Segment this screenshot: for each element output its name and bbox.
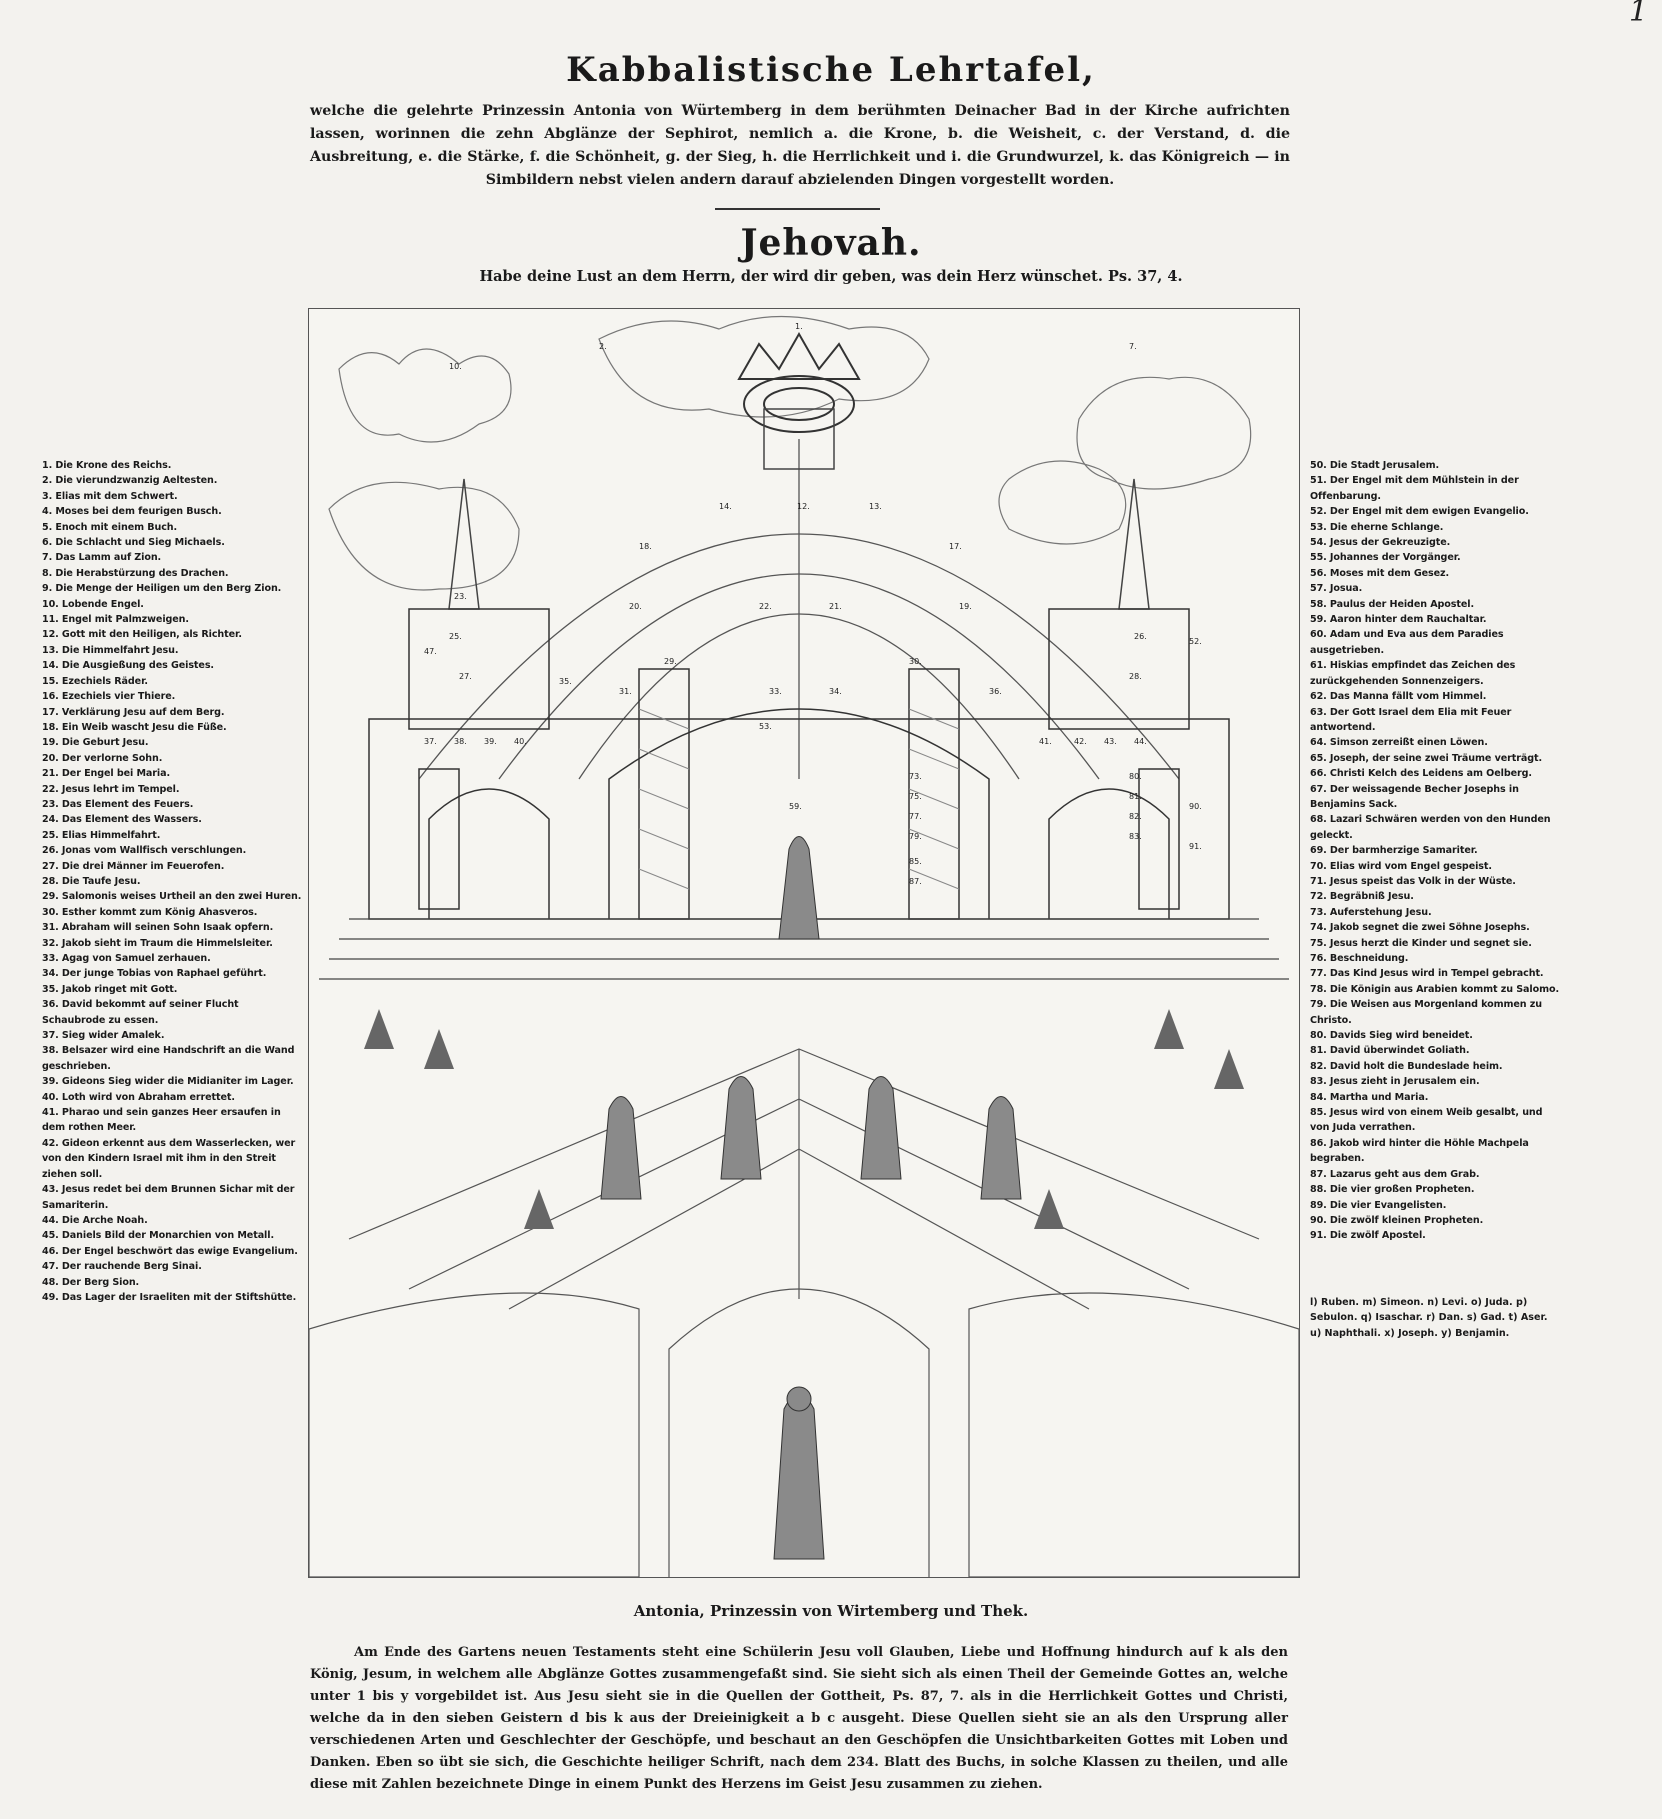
figure-pilgrim <box>774 1394 824 1559</box>
legend-entry: 1. Die Krone des Reichs. <box>42 460 172 471</box>
legend-entry: 66. Christi Kelch des Leidens am Oelberg. <box>1310 768 1532 780</box>
legend-entry: 85. Jesus wird von einem Weib gesalbt, und von Juda verrathen. <box>1310 1107 1543 1134</box>
legend-entry: 52. Der Engel mit dem ewigen Evangelio. <box>1310 506 1529 518</box>
legend-entry: 48. Der Berg Sion. <box>42 1276 140 1288</box>
legend-entry: 82. David holt die Bundeslade heim. <box>1310 1060 1503 1072</box>
legend-entry: 13. Die Himmelfahrt Jesu. <box>42 644 179 656</box>
engraving-number-label: 59. <box>789 802 802 811</box>
obelisk-right <box>1119 479 1149 609</box>
legend-entry: 44. Die Arche Noah. <box>42 1214 148 1226</box>
engraving-number-label: 79. <box>909 832 922 841</box>
figure-antonia <box>779 837 819 940</box>
body-paragraph: Am Ende des Gartens neuen Testaments steht eine Schülerin Jesu voll Glauben, Liebe und Hoffnung hindurch auf k als den König, Jesum, in welchem alle Abglänze Gottes zusammengefaßt sind. Sie sieht sich als einen Theil der Gemeinde Gottes an, welche unter 1 bis y vorgebildet ist. Aus Jesu sieht sie in die Quellen der Gottheit, Ps. 87, 7. als in die Herrlichkeit Gottes und Christi, welche da in den sieben Geistern d bis k aus der Dreieinigkeit a b c ausgeht. Diese Quellen sieht sie an als den Ursprung aller verschiedenen Arten und Geschlechter der Geschöpfe, und beschaut an den Geschöpfen die Unsichtbarkeiten Gottes mit Loben und Danken. Eben so übt sie sich, die Geschichte heiliger Schrift, nach dem 234. Blatt des Buchs, in solche Klassen zu theilen, und alle diese mit Zahlen bezeichnete Dinge in einem Punkt des Herzens im Geist Jesu zusammen zu ziehen. <box>310 1645 1288 1792</box>
legend-entry: 76. Beschneidung. <box>1310 953 1409 964</box>
tree <box>1034 1189 1064 1229</box>
legend-entry: 24. Das Element des Wassers. <box>42 814 202 826</box>
obelisk-left <box>449 479 479 609</box>
legend-entry: 55. Johannes der Vorgänger. <box>1310 552 1461 564</box>
cloud-top-right <box>1077 377 1251 489</box>
engraving-number-label: 10. <box>449 362 462 371</box>
legend-entry: 83. Jesus zieht in Jerusalem ein. <box>1310 1076 1480 1088</box>
legend-entry: 80. Davids Sieg wird beneidet. <box>1310 1030 1473 1042</box>
legend-entry: 71. Jesus speist das Volk in der Wüste. <box>1310 875 1516 887</box>
engraving-number-label: 18. <box>639 542 652 551</box>
legend-entry: 43. Jesus redet bei dem Brunnen Sichar mit der Samariterin. <box>42 1184 295 1211</box>
engraving-number-label: 47. <box>424 647 437 656</box>
legend-entry: 65. Joseph, der seine zwei Träume verträgt. <box>1310 752 1543 764</box>
engraving-number-label: 19. <box>959 602 972 611</box>
legend-entry: 68. Lazari Schwären werden von den Hunden geleckt. <box>1310 814 1551 841</box>
engraving-number-label: 80. <box>1129 772 1142 781</box>
engraving-number-label: 90. <box>1189 802 1202 811</box>
engraving-number-label: 35. <box>559 677 572 686</box>
title-divider <box>715 208 880 210</box>
legend-entry: 27. Die drei Männer im Feuerofen. <box>42 860 225 872</box>
legend-entry: 42. Gideon erkennt aus dem Wasserlecken, wer von den Kindern Israel mit ihm in den Streit ziehen soll. <box>42 1137 296 1180</box>
legend-entry: 81. David überwindet Goliath. <box>1310 1045 1470 1057</box>
legend-entry: 41. Pharao und sein ganzes Heer ersaufen in dem rothen Meer. <box>42 1107 281 1134</box>
engraving-number-label: 39. <box>484 737 497 746</box>
engraving-number-label: 43. <box>1104 737 1117 746</box>
legend-entry: 18. Ein Weib wascht Jesu die Füße. <box>42 721 227 733</box>
legend-entry: 35. Jakob ringet mit Gott. <box>42 983 178 995</box>
legend-entry: 79. Die Weisen aus Morgenland kommen zu Christo. <box>1310 999 1542 1026</box>
engraving-number-label: 75. <box>909 792 922 801</box>
legend-entry: 74. Jakob segnet die zwei Söhne Josephs. <box>1310 922 1530 934</box>
engraving-number-label: 52. <box>1189 637 1202 646</box>
legend-entry: 62. Das Manna fällt vom Himmel. <box>1310 691 1487 703</box>
engraving-number-label: 44. <box>1134 737 1147 746</box>
engraving-number-label: 34. <box>829 687 842 696</box>
legend-right <box>1310 458 1562 1244</box>
figure-pilgrim-head <box>787 1387 811 1411</box>
engraving-number-label: 23. <box>454 592 467 601</box>
legend-entry: 22. Jesus lehrt im Tempel. <box>42 783 180 795</box>
legend-entry: 39. Gideons Sieg wider die Midianiter im Lager. <box>42 1076 294 1088</box>
engraving-number-label: 83. <box>1129 832 1142 841</box>
legend-entry: 3. Elias mit dem Schwert. <box>42 490 178 502</box>
illustration-caption: Antonia, Prinzessin von Wirtemberg und Thek. <box>633 1602 1029 1620</box>
legend-entry: 54. Jesus der Gekreuzigte. <box>1310 537 1451 549</box>
legend-entry: 31. Abraham will seinen Sohn Isaak opfern. <box>42 922 274 934</box>
cloud-top-left <box>339 349 511 442</box>
engraving-number-label: 40. <box>514 737 527 746</box>
engraving-number-label: 81. <box>1129 792 1142 801</box>
legend-entry: 47. Der rauchende Berg Sinai. <box>42 1261 202 1273</box>
legend-entry: 34. Der junge Tobias von Raphael geführt. <box>42 968 267 980</box>
tree <box>524 1189 554 1229</box>
legend-entry: 29. Salomonis weises Urtheil an den zwei Huren. <box>42 891 302 903</box>
legend-entry: 53. Die eherne Schlange. <box>1310 521 1444 533</box>
column-left <box>639 669 689 919</box>
page-subtitle: welche die gelehrte Prinzessin Antonia von Würtemberg in dem berühmten Deinacher Bad in der Kirche aufrichten lassen, worinnen die zehn Abglänze der Sephirot, nemlich a. die Krone, b. die Weisheit, c. der Verstand, d. die Ausbreitung, e. die Stärke, f. die Schönheit, g. der Sieg, h. die Herrlichkeit und i. die Grundwurzel, k. das Königreich — in Simbildern nebst vielen andern darauf abzielenden Dingen vorgestellt worden. <box>310 103 1290 188</box>
engraving-number-label: 36. <box>989 687 1002 696</box>
engraving-number-label: 17. <box>949 542 962 551</box>
legend-entry: 6. Die Schlacht und Sieg Michaels. <box>42 537 225 549</box>
legend-entry: 20. Der verlorne Sohn. <box>42 752 163 764</box>
legend-entry: 11. Engel mit Palmzweigen. <box>42 614 189 626</box>
engraving-number-label: 73. <box>909 772 922 781</box>
engraving-number-label: 1. <box>795 322 803 331</box>
engraving-number-label: 33. <box>769 687 782 696</box>
legend-entry: 58. Paulus der Heiden Apostel. <box>1310 598 1475 610</box>
engraving-number-label: 30. <box>909 657 922 666</box>
legend-entry: 57. Josua. <box>1310 583 1363 595</box>
engraving-number-label: 22. <box>759 602 772 611</box>
right-arch <box>1049 789 1169 919</box>
legend-entry: 23. Das Element des Feuers. <box>42 798 194 810</box>
engraving-number-label: 37. <box>424 737 437 746</box>
legend-entry: 56. Moses mit dem Gesez. <box>1310 567 1450 579</box>
legend-entry: 9. Die Menge der Heiligen um den Berg Zion. <box>42 583 282 595</box>
legend-entry: 78. Die Königin aus Arabien kommt zu Salomo. <box>1310 983 1560 995</box>
engraving-number-label: 38. <box>454 737 467 746</box>
legend-entry: 30. Esther kommt zum König Ahasveros. <box>42 906 258 918</box>
legend-entry: 86. Jakob wird hinter die Höhle Machpela begraben. <box>1310 1137 1529 1165</box>
legend-entry: 69. Der barmherzige Samariter. <box>1310 845 1478 857</box>
legend-entry: 70. Elias wird vom Engel gespeist. <box>1310 860 1492 872</box>
engraving-number-label: 29. <box>664 657 677 666</box>
legend-entry: 77. Das Kind Jesus wird in Tempel gebracht. <box>1310 968 1544 980</box>
legend-entry: 63. Der Gott Israel dem Elia mit Feuer antwortend. <box>1310 706 1512 733</box>
engraving-number-label: 77. <box>909 812 922 821</box>
legend-entry: 88. Die vier großen Propheten. <box>1310 1184 1475 1196</box>
engraving-number-label: 2. <box>599 342 607 351</box>
legend-entry: 12. Gott mit den Heiligen, als Richter. <box>42 629 242 641</box>
pillar-panel-right <box>1139 769 1179 909</box>
engraving-number-label: 21. <box>829 602 842 611</box>
engraving-illustration <box>308 308 1300 1578</box>
engraving-number-label: 85. <box>909 857 922 866</box>
figure-tribe <box>601 1097 641 1200</box>
legend-entry: 87. Lazarus geht aus dem Grab. <box>1310 1168 1480 1180</box>
engraving-number-label: 7. <box>1129 342 1137 351</box>
legend-entry: 16. Ezechiels vier Thiere. <box>42 691 176 703</box>
legend-entry: 49. Das Lager der Israeliten mit der Stiftshütte. <box>42 1291 297 1303</box>
legend-entry: 50. Die Stadt Jerusalem. <box>1310 460 1440 471</box>
engraving-number-label: 53. <box>759 722 772 731</box>
building-right-wing <box>1049 609 1189 729</box>
legend-entry: 25. Elias Himmelfahrt. <box>42 829 161 841</box>
legend-entry: 21. Der Engel bei Maria. <box>42 768 171 780</box>
legend-entry: 15. Ezechiels Räder. <box>42 675 148 687</box>
motto-verse: Habe deine Lust an dem Herrn, der wird dir geben, was dein Herz wünschet. Ps. 37, 4. <box>479 268 1183 285</box>
figure-tribe <box>981 1097 1021 1200</box>
legend-entry: 32. Jakob sieht im Traum die Himmelsleiter. <box>42 937 273 949</box>
legend-entry: 36. David bekommt auf seiner Flucht Schaubrode zu essen. <box>42 999 239 1026</box>
legend-entry: 10. Lobende Engel. <box>42 598 144 610</box>
engraving-number-label: 12. <box>797 502 810 511</box>
legend-entry: 37. Sieg wider Amalek. <box>42 1030 165 1042</box>
legend-entry: 59. Aaron hinter dem Rauchaltar. <box>1310 614 1487 626</box>
legend-entry: 7. Das Lamm auf Zion. <box>42 552 162 564</box>
tree <box>1214 1049 1244 1089</box>
legend-entry: 60. Adam und Eva aus dem Paradies ausgetrieben. <box>1310 629 1504 656</box>
legend-entry: 8. Die Herabstürzung des Drachen. <box>42 567 229 579</box>
legend-entry: 67. Der weissagende Becher Josephs in Benjamins Sack. <box>1310 783 1519 810</box>
legend-entry: 46. Der Engel beschwört das ewige Evangelium. <box>42 1245 298 1257</box>
engraving-number-label: 25. <box>449 632 462 641</box>
legend-entry: 40. Loth wird von Abraham errettet. <box>42 1091 235 1103</box>
tree <box>1154 1009 1184 1049</box>
pillar-panel-left <box>419 769 459 909</box>
legend-entry: 61. Hiskias empfindet das Zeichen des zurückgehenden Sonnenzeigers. <box>1310 660 1516 687</box>
engraving-number-label: 20. <box>629 602 642 611</box>
legend-entry: 75. Jesus herzt die Kinder und segnet sie. <box>1310 937 1532 949</box>
legend-entry: 5. Enoch mit einem Buch. <box>42 521 178 533</box>
engraving-number-label: 87. <box>909 877 922 886</box>
legend-entry: 89. Die vier Evangelisten. <box>1310 1199 1447 1211</box>
legend-entry: 84. Martha und Maria. <box>1310 1091 1429 1103</box>
legend-entry: 17. Verklärung Jesu auf dem Berg. <box>42 706 225 718</box>
page-number: 1 <box>1628 0 1648 29</box>
engraving-number-label: 14. <box>719 502 732 511</box>
tribes-legend: l) Ruben. m) Simeon. n) Levi. o) Juda. p) Sebulon. q) Isaschar. r) Dan. s) Gad. t) Aser. u) Naphthali. x) Joseph. y) Benjamin. <box>1310 1297 1548 1339</box>
legend-entry: 51. Der Engel mit dem Mühlstein in der Offenbarung. <box>1310 475 1519 502</box>
legend-entry: 45. Daniels Bild der Monarchien von Metall. <box>42 1230 274 1242</box>
legend-entry: 73. Auferstehung Jesu. <box>1310 906 1432 918</box>
section-heading: Jehovah. <box>740 222 922 264</box>
figure-tribe <box>861 1077 901 1180</box>
legend-entry: 4. Moses bei dem feurigen Busch. <box>42 506 222 518</box>
legend-entry: 38. Belsazer wird eine Handschrift an die Wand geschrieben. <box>42 1045 295 1072</box>
engraving-number-label: 82. <box>1129 812 1142 821</box>
legend-entry: 28. Die Taufe Jesu. <box>42 875 141 887</box>
legend-entry: 72. Begräbniß Jesu. <box>1310 891 1414 903</box>
tree <box>424 1029 454 1069</box>
legend-entry: 2. Die vierundzwanzig Aeltesten. <box>42 475 218 487</box>
engraving-number-label: 27. <box>459 672 472 681</box>
legend-left <box>42 458 302 1305</box>
engraving-number-label: 26. <box>1134 632 1147 641</box>
legend-entry: 64. Simson zerreißt einen Löwen. <box>1310 737 1488 749</box>
garden-paths <box>349 1049 1259 1309</box>
page-title: Kabbalistische Lehrtafel, <box>566 50 1096 90</box>
left-arch <box>429 789 549 919</box>
engraving-drawing <box>309 309 1299 1577</box>
figure-tribe <box>721 1077 761 1180</box>
legend-entry: 91. Die zwölf Apostel. <box>1310 1230 1426 1242</box>
engraving-number-label: 13. <box>869 502 882 511</box>
legend-entry: 26. Jonas vom Wallfisch verschlungen. <box>42 845 247 857</box>
engraving-number-label: 41. <box>1039 737 1052 746</box>
cloud-right <box>999 461 1126 544</box>
engraving-number-label: 91. <box>1189 842 1202 851</box>
legend-entry: 33. Agag von Samuel zerhauen. <box>42 953 211 964</box>
engraving-number-label: 42. <box>1074 737 1087 746</box>
legend-entry: 90. Die zwölf kleinen Propheten. <box>1310 1214 1484 1226</box>
engraving-number-label: 31. <box>619 687 632 696</box>
tree <box>364 1009 394 1049</box>
legend-entry: 14. Die Ausgießung des Geistes. <box>42 660 214 672</box>
cloud-left <box>329 482 519 590</box>
engraving-number-label: 28. <box>1129 672 1142 681</box>
building-left-wing <box>409 609 549 729</box>
legend-entry: 19. Die Geburt Jesu. <box>42 737 149 749</box>
